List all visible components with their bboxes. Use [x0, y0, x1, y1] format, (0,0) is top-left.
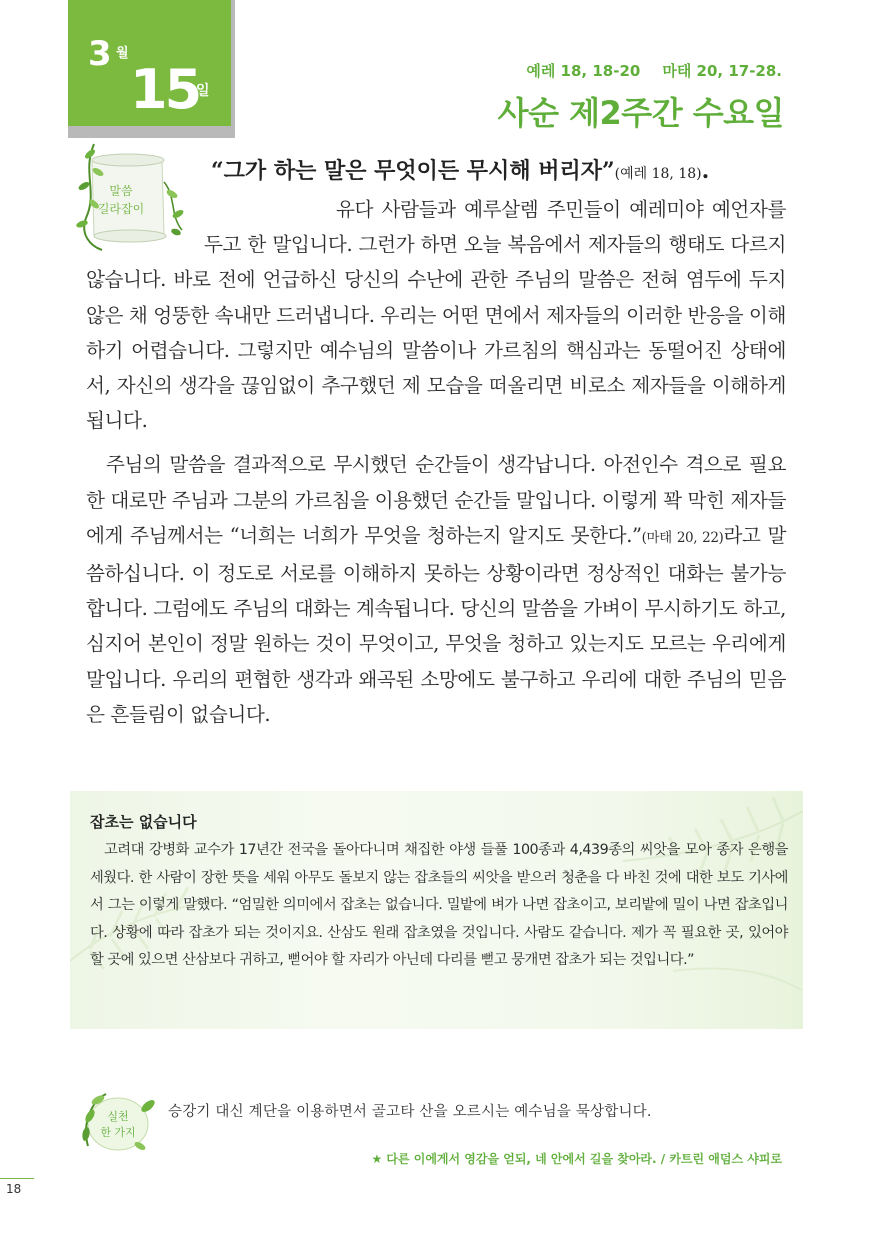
first-reading: 예레 18, 18-20 — [526, 62, 641, 80]
month-number: 3 — [88, 34, 111, 74]
body-paragraph-2-part-b: 라고 말씀하십니다. 이 정도로 서로를 이해하지 못하는 상황이라면 정상적인 대화는 불가능합니다. 그럼에도 주님의 대화는 계속됩니다. 당신의 말씀을 가벼이 무시하기도 하고, 심지어 본인이 정말 원하는 것이 무엇이고, 무엇을 청하고 있는지도 모르는 우리에게 말입니다. 우리의 편협한 생각과 왜곡된 소망에도 불구하고 우리에 대한 주님의 믿음은 흔들림이 없습니다. — [86, 523, 787, 726]
reflection-heading — [211, 154, 709, 185]
month-suffix: 월 — [116, 46, 129, 61]
body-paragraph-1-text: 유다 사람들과 예루살렘 주민들이 예레미야 예언자를 두고 한 말입니다. 그런가 하면 오늘 복음에서 제자들의 행태도 다르지 않습니다. 바로 전에 언급하신 당신의 수난에 관한 주님의 말씀은 전혀 염두에 두지 않은 채 엉뚱한 속내만 드러냅니다. 우리는 어떤 면에서 제자들의 이러한 반응을 이해하기 어렵습니다. 그렇지만 예수님의 말씀이나 가르침의 핵심과는 동떨어진 상태에서, 자신의 생각을 끊임없이 추구했던 제 모습을 떠올리면 비로소 제자들을 이해하게 됩니다. — [86, 198, 786, 433]
date-tab-panel — [68, 0, 231, 126]
page-number: 18 — [6, 1182, 22, 1196]
story-text: 고려대 강병화 교수가 17년간 전국을 돌아다니며 채집한 야생 들풀 100종과 4,439종의 씨앗을 모아 종자 은행을 세웠다. 한 사람이 장한 뜻을 세워 아무도 돌보지 않는 잡초들의 씨앗을 받으러 청춘을 다 바친 것에 대한 보도 기사에서 그는 이렇게 말했다. “엄밀한 의미에서 잡초는 없습니다. 밀밭에 벼가 나면 잡초이고, 보리밭에 밀이 나면 잡초입니다. 상황에 따라 잡초가 되는 것이지요. 산삼도 원래 잡초였을 것입니다. 사람도 같습니다. 제가 꼭 필요한 곳, 있어야 할 곳에 있으면 산삼보다 귀하고, 뻗어야 할 자리가 아닌데 다리를 뻗고 뭉개면 잡초가 되는 것입니다.” — [90, 842, 788, 969]
scripture-readings — [526, 60, 782, 81]
emblem-wrap-spacer — [86, 192, 204, 252]
emblem-label-line1: 말씀 — [109, 184, 133, 198]
practice-icon-line2: 한 가지 — [100, 1126, 136, 1139]
practice-emblem — [80, 1086, 158, 1156]
body-paragraph-2 — [86, 447, 786, 732]
date-tab — [68, 0, 235, 138]
practice-icon-line1: 실천 — [107, 1110, 129, 1123]
day-suffix: 일 — [196, 83, 210, 99]
emblem-label-line2: 길라잡이 — [97, 202, 145, 216]
liturgical-day-title: 사순 제2주간 수요일 — [497, 94, 784, 132]
page-number-rule — [0, 1178, 34, 1179]
body-paragraph-1 — [86, 192, 786, 438]
body-paragraph-2-part-a: 주님의 말씀을 결과적으로 무시했던 순간들이 생각납니다. 아전인수 격으로 필요한 대로만 주님과 그분의 가르침을 이용했던 순간들 말입니다. 이렇게 꽉 막힌 제자들에게 주님께서는 “너희는 너희가 무엇을 청하는지 알지도 못한다.” — [86, 453, 786, 547]
gospel-reading: 마태 20, 17-28. — [662, 62, 782, 80]
footer-quote: ★ 다른 이에게서 영감을 얻되, 네 안에서 길을 찾아라. / 카트린 애덤스 샤피로 — [371, 1152, 782, 1166]
practice-leaf-icon — [80, 1086, 158, 1156]
reflection-body — [86, 192, 786, 732]
heading-reference: (예레 18, 18) — [614, 166, 702, 182]
body-paragraph-2-reference: (마태 20, 22) — [641, 529, 724, 546]
practice-text: 승강기 대신 계단을 이용하면서 골고타 산을 오르시는 예수님을 묵상합니다. — [168, 1104, 652, 1120]
story-box — [70, 791, 803, 1029]
heading-period: . — [701, 158, 710, 184]
story-title: 잡초는 없습니다 — [90, 813, 197, 831]
heading-quote: “그가 하는 말은 무엇이든 무시해 버리자” — [211, 158, 615, 184]
day-number: 15 — [130, 58, 200, 121]
